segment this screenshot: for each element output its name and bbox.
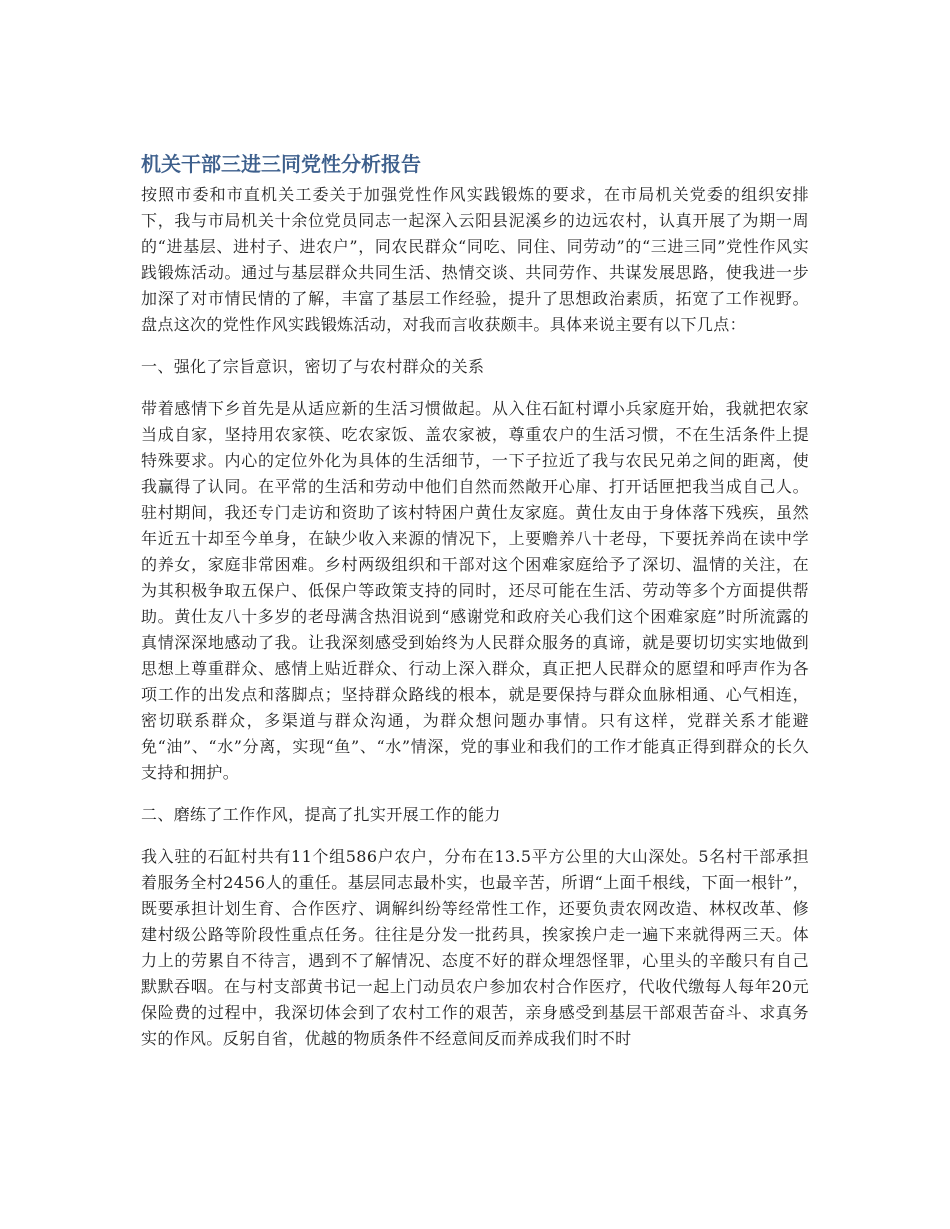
document-title: 机关干部三进三同党性分析报告: [141, 152, 421, 176]
section-heading-2: 二、磨练了工作作风，提高了扎实开展工作的能力: [141, 805, 501, 824]
section-heading-1: 一、强化了宗旨意识，密切了与农村群众的关系: [141, 357, 485, 376]
section-body-2: 我入驻的石缸村共有11个组586户农户，分布在13.5平方公里的大山深处。5名村干部承担着服务全村2456人的重任。基层同志最朴实，也最辛苦，所谓“上面千根线，下面一根针”，既要承担计划生育、合作医疗、调解纠纷等经常性工作，还要负责农网改造、林权改革、修建村级公路等阶段性重点任务。往往是分发一批药具，挨家挨户走一遍下来就得两三天。体力上的劳累自不待言，遇到不了解情况、态度不好的群众埋怨怪罪，心里头的辛酸只有自己默默吞咽。在与村支部黄书记一起上门动员农户参加农村合作医疗，代收代缴每人每年20元保险费的过程中，我深切体会到了农村工作的艰苦，亲身感受到基层干部艰苦奋斗、求真务实的作风。反躬自省，优越的物质条件不经意间反而养成我们时不时: [141, 847, 809, 1048]
intro-paragraph: 按照市委和市直机关工委关于加强党性作风实践锻炼的要求，在市局机关党委的组织安排下，我与市局机关十余位党员同志一起深入云阳县泥溪乡的边远农村，认真开展了为期一周的“进基层、进村子、进农户”，同农民群众“同吃、同住、同劳动”的“三进三同”党性作风实践锻炼活动。通过与基层群众共同生活、热情交谈、共同劳作、共谋发展思路，使我进一步加深了对市情民情的了解，丰富了基层工作经验，提升了思想政治素质，拓宽了工作视野。盘点这次的党性作风实践锻炼活动，对我而言收获颇丰。具体来说主要有以下几点：: [141, 185, 809, 334]
section-body-1: 带着感情下乡首先是从适应新的生活习惯做起。从入住石缸村谭小兵家庭开始，我就把农家当成自家，坚持用农家筷、吃农家饭、盖农家被，尊重农户的生活习惯，不在生活条件上提特殊要求。内心的定位外化为具体的生活细节，一下子拉近了我与农民兄弟之间的距离，使我赢得了认同。在平常的生活和劳动中他们自然而然敞开心扉、打开话匣把我当成自己人。驻村期间，我还专门走访和资助了该村特困户黄仕友家庭。黄仕友由于身体落下残疾，虽然年近五十却至今单身，在缺少收入来源的情况下，上要赡养八十老母，下要抚养尚在读中学的养女，家庭非常困难。乡村两级组织和干部对这个困难家庭给予了深切、温情的关注，在为其积极争取五保户、低保户等政策支持的同时，还尽可能在生活、劳动等多个方面提供帮助。黄仕友八十多岁的老母满含热泪说到“感谢党和政府关心我们这个困难家庭”时所流露的真情深深地感动了我。让我深刻感受到始终为人民群众服务的真谛，就是要切切实实地做到思想上尊重群众、感情上贴近群众、行动上深入群众，真正把人民群众的愿望和呼声作为各项工作的出发点和落脚点；坚持群众路线的根本，就是要保持与群众血脉相通、心气相连，密切联系群众，多渠道与群众沟通，为群众想问题办事情。只有这样，党群关系才能避免“油”、“水”分离，实现“鱼”、“水”情深，党的事业和我们的工作才能真正得到群众的长久支持和拥护。: [141, 399, 809, 782]
document-page: [141, 148, 809, 1052]
